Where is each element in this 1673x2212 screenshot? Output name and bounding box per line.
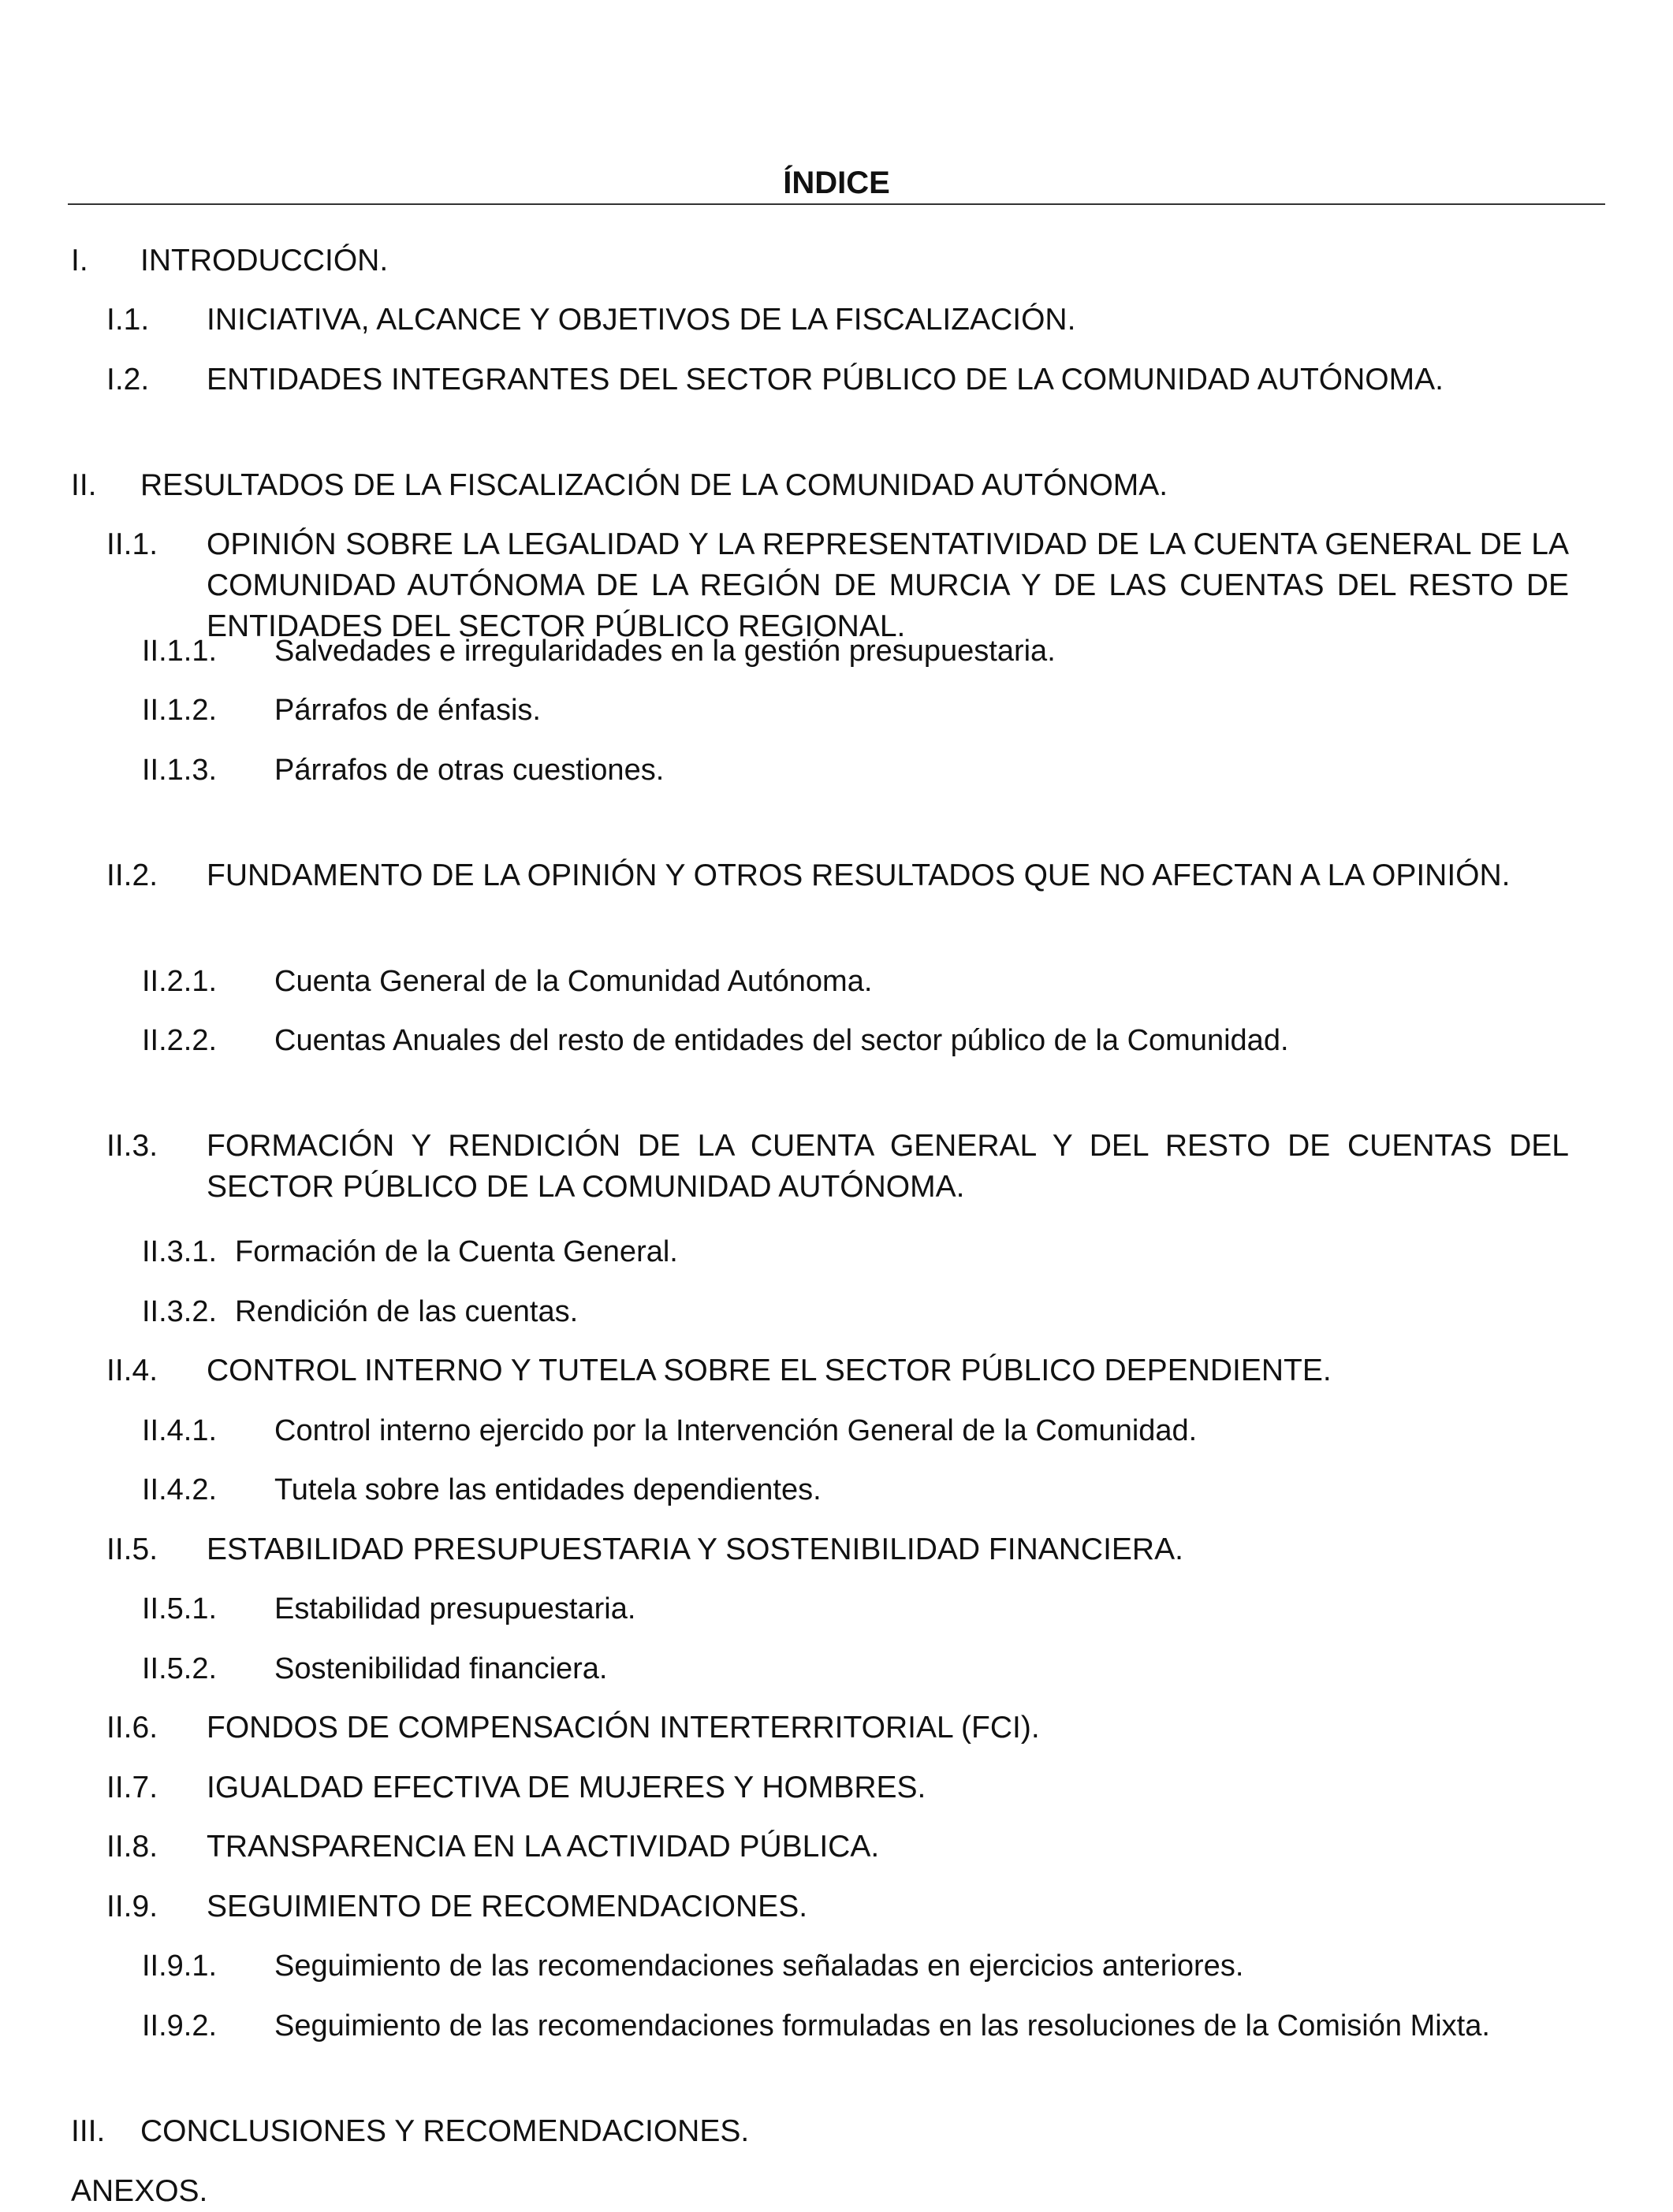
toc-entry-text: Formación de la Cuenta General. [235,1235,678,1268]
toc-entry-number: II.3.2. [142,1295,218,1328]
toc-entry-text: Tutela sobre las entidades dependientes. [274,1473,822,1506]
toc-entry-number: II.9.1. [142,1949,218,1983]
toc-entry-number: II.1.1. [142,635,218,668]
title-divider [68,203,1605,205]
toc-entry-number: II.7. [106,1771,158,1804]
toc-entry-number: II. [71,468,97,502]
toc-entry-text: Párrafos de otras cuestiones. [274,754,665,787]
toc-entry-number: II.1.3. [142,754,218,787]
toc-entry-text: Seguimiento de las recomendaciones formuladas en las resoluciones de la Comisión Mixta. [274,2009,1490,2043]
toc-entry-text: CONTROL INTERNO Y TUTELA SOBRE EL SECTOR PÚBLICO DEPENDIENTE. [207,1354,1332,1387]
toc-entry-text: CONCLUSIONES Y RECOMENDACIONES. [140,2114,750,2148]
toc-entry-number: II.2. [106,858,158,892]
toc-entry-text: RESULTADOS DE LA FISCALIZACIÓN DE LA COMUNIDAD AUTÓNOMA. [140,468,1168,502]
page-title: ÍNDICE [783,166,890,200]
toc-entry-number: II.1.2. [142,694,218,727]
toc-entry-number: II.9. [106,1890,158,1923]
toc-entry-number: II.1. [106,527,158,561]
toc-entry-number: II.5.2. [142,1652,218,1685]
toc-entry-text: ANEXOS. [71,2174,208,2208]
toc-entry-text: Seguimiento de las recomendaciones señaladas en ejercicios anteriores. [274,1949,1244,1983]
toc-entry-number: II.4.2. [142,1473,218,1506]
toc-entry-text: FUNDAMENTO DE LA OPINIÓN Y OTROS RESULTADOS QUE NO AFECTAN A LA OPINIÓN. [207,858,1511,892]
toc-entry-number: II.5. [106,1532,158,1566]
toc-entry-text: Párrafos de énfasis. [274,694,541,727]
toc-entry-number: II.3.1. [142,1235,218,1268]
toc-entry-text: ESTABILIDAD PRESUPUESTARIA Y SOSTENIBILIDAD FINANCIERA. [207,1532,1183,1566]
toc-entry-text: Cuentas Anuales del resto de entidades del sector público de la Comunidad. [274,1024,1289,1057]
toc-entry-number: II.3. [106,1129,158,1163]
toc-entry-text: INICIATIVA, ALCANCE Y OBJETIVOS DE LA FISCALIZACIÓN. [207,303,1076,337]
toc-entry-number: II.6. [106,1711,158,1745]
toc-entry-number: II.2.2. [142,1024,218,1057]
toc-entry-text: SEGUIMIENTO DE RECOMENDACIONES. [207,1890,808,1923]
toc-entry-text: IGUALDAD EFECTIVA DE MUJERES Y HOMBRES. [207,1771,926,1804]
toc-entry-number: II.9.2. [142,2009,218,2043]
toc-entry-text: Cuenta General de la Comunidad Autónoma. [274,965,873,998]
toc-entry-text: Control interno ejercido por la Intervención General de la Comunidad. [274,1414,1198,1447]
toc-entry-number: I. [71,244,88,277]
toc-entry-text: TRANSPARENCIA EN LA ACTIVIDAD PÚBLICA. [207,1830,880,1864]
toc-entry-number: II.2.1. [142,965,218,998]
toc-entry-text: OPINIÓN SOBRE LA LEGALIDAD Y LA REPRESENTATIVIDAD DE LA CUENTA GENERAL DE LA COMUNIDAD AUTÓNOMA DE LA REGIÓN DE MURCIA Y DE LAS CUENTAS DEL RESTO DE ENTIDADES DEL SECTOR PÚBLICO REGIONAL. [207,527,1569,643]
toc-entry-text: FONDOS DE COMPENSACIÓN INTERTERRITORIAL (FCI). [207,1711,1040,1745]
toc-entry-number: III. [71,2114,106,2148]
toc-entry-text: Estabilidad presupuestaria. [274,1592,636,1625]
toc-entry-number: II.4.1. [142,1414,218,1447]
toc-entry-number: I.2. [106,363,150,397]
toc-entry-text: ENTIDADES INTEGRANTES DEL SECTOR PÚBLICO DE LA COMUNIDAD AUTÓNOMA. [207,363,1444,397]
toc-entry-number: II.4. [106,1354,158,1387]
toc-entry-number: II.8. [106,1830,158,1864]
toc-entry-text: Rendición de las cuentas. [235,1295,579,1328]
toc-entry-text: Salvedades e irregularidades en la gestión presupuestaria. [274,635,1056,668]
toc-entry-text: FORMACIÓN Y RENDICIÓN DE LA CUENTA GENERAL Y DEL RESTO DE CUENTAS DEL SECTOR PÚBLICO DE LA COMUNIDAD AUTÓNOMA. [207,1129,1569,1204]
toc-entry-text: Sostenibilidad financiera. [274,1652,608,1685]
toc-entry-number: I.1. [106,303,150,337]
toc-entry-text: INTRODUCCIÓN. [140,244,389,277]
toc-entry-number: II.5.1. [142,1592,218,1625]
